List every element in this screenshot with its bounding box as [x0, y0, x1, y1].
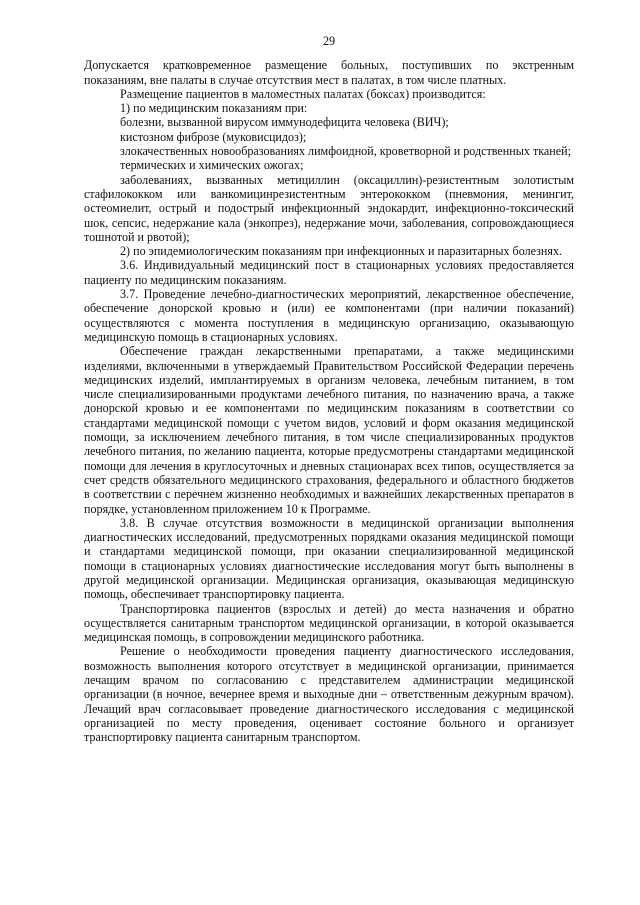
list-item: кистозном фиброзе (муковисцидоз);: [120, 129, 307, 144]
list-item: термических и химических ожогах;: [120, 158, 304, 173]
section-3-6: 3.6. Индивидуальный медицинский пост в стационарных условиях предоставляется пациенту по медицинским показаниям.: [84, 258, 574, 287]
list-item: болезни, вызванной вирусом иммунодефицита человека (ВИЧ);: [120, 115, 449, 130]
paragraph: Решение о необходимости проведения пациенту диагностического исследования, возможность выполнения которого отсутствует в медицинской организации, принимается лечащим врачом по согласованию с представителем администрации медицинской организации (в ночное, вечернее время и выходные дни – ответственным дежурным врачом). Лечащий врач согласовывает проведение диагностического исследования с медицинской организацией по месту проведения, оценивает состояние больного и организует транспортировку пациента санитарным транспортом.: [84, 644, 574, 745]
section-3-7: 3.7. Проведение лечебно-диагностических мероприятий, лекарственное обеспечение, обеспечение донорской кровью и (или) ее компонентами (при наличии показаний) осуществляются с момента поступления в медицинскую организацию, оказывающую медицинскую помощь в стационарных условиях.: [84, 287, 574, 344]
page-number: 29: [322, 34, 336, 48]
list-item: злокачественных новообразованиях лимфоидной, кроветворной и родственных тканей;: [120, 144, 571, 159]
list-item: 2) по эпидемиологическим показаниям при инфекционных и паразитарных болезнях.: [120, 244, 563, 259]
list-item: 1) по медицинским показаниям при:: [120, 101, 308, 116]
document-page: [84, 34, 574, 745]
list-item: заболеваниях, вызванных метициллин (оксациллин)-резистентным золотистым стафилококком или ванкомицинрезистентным энтерококком (пневмония, менингит, остеомиелит, острый и подострый инфекционный эндокардит, инфекционно-токсический шок, сепсис, недержание кала (энкопрез), недержание мочи, заболевания, сопровождающиеся тошнотой и рвотой);: [84, 172, 574, 244]
paragraph: Размещение пациентов в маломестных палатах (боксах) производится:: [120, 86, 486, 101]
paragraph: Обеспечение граждан лекарственными препаратами, а также медицинскими изделиями, включенными в утверждаемый Правительством Российской Федерации перечень медицинских изделий, имплантируемых в организм человека, лечебным питанием, в том числе специализированными продуктами лечебного питания, по назначению врача, а также донорской кровью и ее компонентами по медицинским показаниям в соответствии со стандартами медицинской помощи с учетом видов, условий и форм оказания медицинской помощи, за исключением лечебного питания, в том числе специализированных продуктов лечебного питания, по желанию пациента, которые предусмотрены стандартами медицинской помощи для лечения в круглосуточных и дневных стационарах всех типов, осуществляется за счет средств обязательного медицинского страхования, федерального и областного бюджетов в соответствии с перечнем жизненно необходимых и важнейших лекарственных препаратов в порядке, установленном приложением 10 к Программе.: [84, 344, 574, 516]
paragraph: Транспортировка пациентов (взрослых и детей) до места назначения и обратно осуществляется санитарным транспортом медицинской организации, в которой оказывается медицинская помощь, в сопровождении медицинского работника.: [84, 601, 574, 645]
section-3-8: 3.8. В случае отсутствия возможности в медицинской организации выполнения диагностических исследований, предусмотренных порядками оказания медицинской помощи и стандартами медицинской помощи, при оказании специализированной медицинской помощи в стационарных условиях диагностические исследования могут быть выполнены в другой медицинской организации. Медицинская организация, оказывающая медицинскую помощь, обеспечивает транспортировку пациента.: [84, 515, 574, 602]
paragraph: Допускается кратковременное размещение больных, поступивших по экстренным показаниям, вне палаты в случае отсутствия мест в палатах, в том числе платных.: [84, 58, 574, 87]
